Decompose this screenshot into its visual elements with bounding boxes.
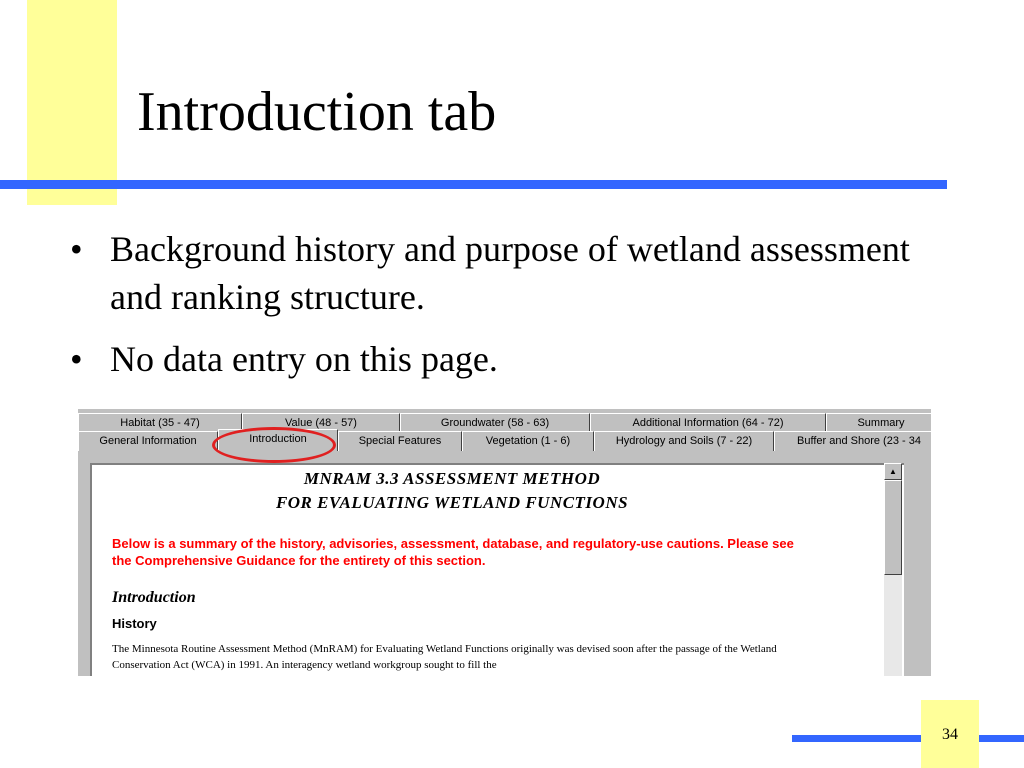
tab-special-features[interactable]: Special Features	[338, 431, 462, 451]
history-body-text: The Minnesota Routine Assessment Method (MnRAM) for Evaluating Wetland Functions originally was devised soon after the passage of the Wetland Conservation Act (WCA) in 1991. An interagency wetland workgroup sought to fill the	[112, 643, 777, 671]
footer-accent-bar	[792, 735, 1024, 742]
bullet-dot-icon: •	[70, 229, 83, 269]
tab-row-back	[78, 413, 931, 433]
history-heading: History	[112, 616, 157, 631]
highlight-circle	[212, 427, 336, 463]
title-accent-block	[27, 0, 117, 205]
tab-general-information[interactable]: General Information	[78, 431, 218, 451]
introduction-panel	[90, 463, 904, 676]
summary-text: Below is a summary of the history, advisories, assessment, database, and regulatory-use cautions. Please see the Comprehensive Guidance for the entirety of this section.	[112, 536, 794, 568]
tab-summary[interactable]: Summary	[826, 413, 931, 433]
title-underline-bar	[0, 180, 947, 189]
tab-additional-information[interactable]: Additional Information (64 - 72)	[590, 413, 826, 433]
introduction-heading: Introduction	[112, 589, 196, 606]
tab-introduction[interactable]: Introduction	[218, 429, 338, 451]
slide-title: Introduction tab	[137, 81, 497, 143]
panel-title-line2: FOR EVALUATING WETLAND FUNCTIONS	[275, 493, 629, 512]
tab-value[interactable]: Value (48 - 57)	[242, 413, 400, 433]
tab-buffer-and-shore[interactable]: Buffer and Shore (23 - 34	[774, 431, 931, 451]
bullet-item	[70, 225, 950, 321]
bullet-text: Background history and purpose of wetland assessment and ranking structure.	[110, 229, 910, 317]
scroll-thumb[interactable]	[884, 480, 902, 575]
page-number: 34	[942, 726, 958, 743]
bullet-item	[70, 335, 950, 383]
bullet-text: No data entry on this page.	[110, 339, 498, 379]
bullet-list	[70, 225, 950, 397]
scroll-up-arrow-icon[interactable]: ▲	[884, 463, 902, 480]
tab-groundwater[interactable]: Groundwater (58 - 63)	[400, 413, 590, 433]
bullet-dot-icon: •	[70, 339, 83, 379]
panel-title-line1: MNRAM 3.3 ASSESSMENT METHOD	[303, 469, 601, 488]
tab-hydrology-and-soils[interactable]: Hydrology and Soils (7 - 22)	[594, 431, 774, 451]
tab-vegetation[interactable]: Vegetation (1 - 6)	[462, 431, 594, 451]
tab-habitat[interactable]: Habitat (35 - 47)	[78, 413, 242, 433]
embedded-screenshot	[78, 409, 931, 676]
tab-row-front	[78, 431, 931, 451]
vertical-scrollbar[interactable]	[884, 463, 902, 676]
